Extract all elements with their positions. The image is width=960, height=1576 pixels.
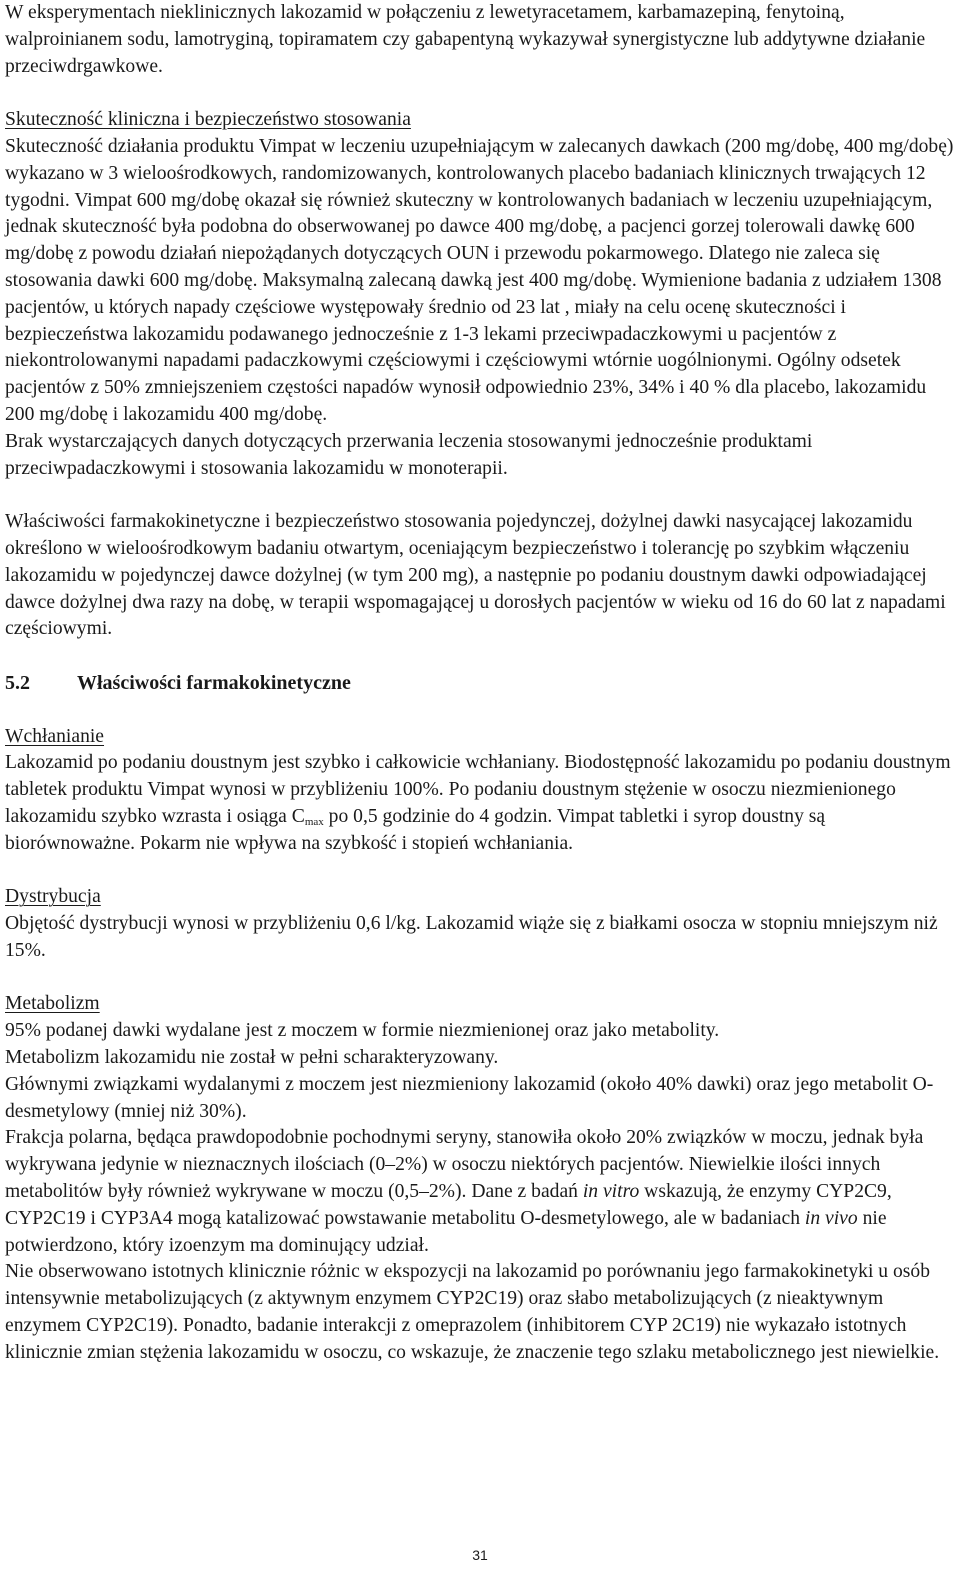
metabolism-paragraph-5: Nie obserwowano istotnych klinicznie różnic w ekspozycji na lakozamid po porównaniu jego farmakokinetyki u osób intensywnie metabolizujących (z aktywnym enzymem CYP2C19) oraz słabo metabolizujących (z nieaktywnym enzymem CYP2C19). Ponadto, badanie interakcji z omeprazolem (inhibitorem CYP 2C19) nie wykazało istotnych klinicznie zmian stężenia lakozamidu w osoczu, co wskazuje, że znaczenie tego szlaku metabolicznego jest niewielkie.	[5, 1261, 940, 1363]
metabolism-heading: Metabolizm	[5, 993, 100, 1015]
document-page	[5, 0, 955, 1367]
section-title: Właściwości farmakokinetyczne	[77, 671, 351, 694]
pk-loading-paragraph: Właściwości farmakokinetyczne i bezpieczeństwo stosowania pojedynczej, dożylnej dawki nasycającej lakozamidu określono w wieloośrodkowym badaniu otwartym, oceniającym bezpieczeństwo i tolerancję po szybkim włączeniu lakozamidu w pojedynczej dawce dożylnej (w tym 200 mg), a następnie po podaniu doustnym dawki odpowiadającej dawce dożylnej dwa razy na dobę, w terapii wspomagającej u dorosłych pacjentów w wieku od 16 do 60 lat z napadami częściowymi.	[5, 511, 946, 640]
in-vivo-term: in vivo	[804, 1207, 858, 1229]
page-number: 31	[472, 1547, 488, 1563]
absorption-text-b: po 0,5 godzinie do 4 godzin. Vimpat tabletki i syrop doustny są biorównoważne. Pokarm nie wpływa na szybkość i stopień wchłaniania.	[5, 805, 826, 854]
section-number: 5.2	[5, 671, 30, 694]
absorption-heading: Wchłanianie	[5, 725, 105, 747]
metabolism-paragraph-4	[5, 1125, 955, 1259]
distribution-heading: Dystrybucja	[5, 886, 101, 908]
absorption-text-a: Lakozamid po podaniu doustnym jest szybko i całkowicie wchłaniany. Biodostępność lakozamidu po podaniu doustnym tabletek produktu Vimpat wynosi w przybliżeniu 100%. Po podaniu doustnym stężenie w osoczu niezmienionego lakozamidu szybko wzrasta i osiąga C	[5, 752, 951, 827]
section-heading	[5, 670, 955, 697]
in-vitro-term: in vitro	[582, 1181, 640, 1203]
efficacy-paragraph-2: Brak wystarczających danych dotyczących przerwania leczenia stosowanymi jednocześnie produktami przeciwpadaczkowymi i stosowania lakozamidu w monoterapii.	[5, 430, 813, 479]
metabolism-p4-text-b: wskazują, że enzymy CYP2C9, CYP2C19 i CYP3A4 mogą katalizować powstawanie metabolitu O-desmetylowego, ale w badaniach	[5, 1181, 892, 1229]
distribution-paragraph: Objętość dystrybucji wynosi w przybliżeniu 0,6 l/kg. Lakozamid wiąże się z białkami osocza w stopniu mniejszym niż 15%.	[5, 913, 938, 961]
cmax-subscript: max	[304, 815, 324, 828]
metabolism-paragraph-1: 95% podanej dawki wydalane jest z moczem w formie niezmienionej oraz jako metabolity.	[5, 1020, 720, 1042]
metabolism-paragraph-2: Metabolizm lakozamidu nie został w pełni scharakteryzowany.	[5, 1047, 499, 1069]
metabolism-p4-text-a: Frakcja polarna, będąca prawdopodobnie pochodnymi seryny, stanowiła około 20% związków w moczu, jednak była wykrywana jedynie w nieznacznych ilościach (0–2%) w osoczu niektórych pacjentów. Niewielkie ilości innych metabolitów były również wykrywane w moczu (0,5–2%). Dane z badań	[5, 1127, 924, 1203]
metabolism-paragraph-3: Głównymi związkami wydalanymi z moczem jest niezmieniony lakozamid (około 40% dawki) oraz jego metabolit O-desmetylowy (mniej niż 30%).	[5, 1073, 934, 1122]
absorption-paragraph	[5, 750, 955, 857]
efficacy-paragraph-1: Skuteczność działania produktu Vimpat w leczeniu uzupełniającym w zalecanych dawkach (200 mg/dobę, 400 mg/dobę) wykazano w 3 wieloośrodkowych, randomizowanych, kontrolowanych placebo badaniach klinicznych trwających 12 tygodni. Vimpat 600 mg/dobę okazał się również skuteczny w kontrolowanych badaniach w leczeniu uzupełniającym, jednak skuteczność była podobna do obserwowanej po dawce 400 mg/dobę, a pacjenci gorzej tolerowali dawkę 600 mg/dobę z powodu działań niepożądanych dotyczących OUN i przewodu pokarmowego. Dlatego nie zaleca się stosowania dawki 600 mg/dobę. Maksymalną zalecaną dawką jest 400 mg/dobę. Wymienione badania z udziałem 1308 pacjentów, u których napady częściowe występowały średnio od 23 lat , miały na celu ocenę skuteczności i bezpieczeństwa lakozamidu podawanego jednocześnie z 1-3 lekami przeciwpadaczkowymi u pacjentów z niekontrolowanymi napadami padaczkowymi częściowymi i częściowymi wtórnie uogólnionymi. Ogólny odsetek pacjentów z 50% zmniejszeniem częstości napadów wynosił odpowiednio 23%, 34% i 40 % dla placebo, lakozamidu 200 mg/dobę i lakozamidu 400 mg/dobę.	[5, 135, 954, 425]
intro-paragraph: W eksperymentach nieklinicznych lakozamid w połączeniu z lewetyracetamem, karbamazepiną, fenytoiną, walproinianem sodu, lamotryginą, topiramatem czy gabapentyną wykazywał synergistyczne lub addytywne działanie przeciwdrgawkowe.	[5, 2, 926, 77]
metabolism-p4-text-c: nie potwierdzono, który izoenzym ma dominujący udział.	[5, 1207, 887, 1256]
efficacy-heading: Skuteczność kliniczna i bezpieczeństwo stosowania	[5, 109, 411, 131]
